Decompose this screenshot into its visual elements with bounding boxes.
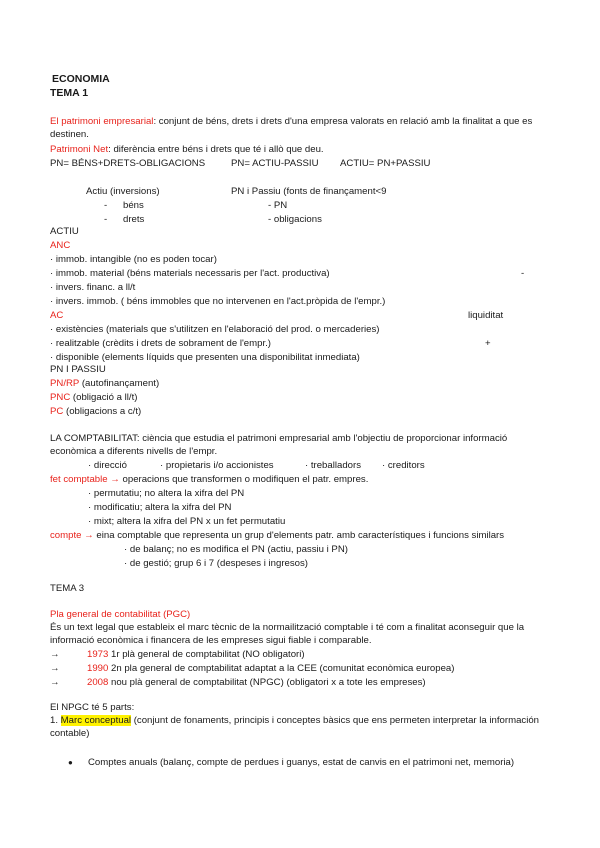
formula-pn: PN= BÉNS+DRETS-OBLIGACIONS xyxy=(50,158,206,169)
timeline-item xyxy=(87,676,426,689)
timeline-year: 2008 xyxy=(87,677,109,688)
list-item: Comptes anuals (balanç, compte de perdues i guanys, estat de canvis en el patrimoni net, memoria) xyxy=(88,757,515,768)
bullet-icon: ● xyxy=(68,758,73,767)
list-item: · disponible (elements líquids que presenten una disponibilitat inmediata) xyxy=(50,352,360,363)
list-item: · existències (materials que s'utilitzen en l'elaboració del prod. o mercaderies) xyxy=(50,324,380,335)
list-item: · de balanç; no es modifica el PN (actiu, passiu i PN) xyxy=(124,544,348,555)
definition-text: eina comptable que representa un grup d'elements patr. amb característiques i funcions similars xyxy=(93,530,505,541)
scale-dash: - xyxy=(521,268,525,279)
term: PC xyxy=(50,406,64,417)
section-heading-actiu: ACTIU xyxy=(50,226,79,237)
list-item: · de gestió; grup 6 i 7 (despeses i ingresos) xyxy=(124,558,308,569)
list-item xyxy=(50,391,137,404)
timeline-year: 1973 xyxy=(87,649,109,660)
list-item: · invers. immob. ( béns immobles que no intervenen en l'act.pròpida de l'empr.) xyxy=(50,296,386,307)
timeline-year: 1990 xyxy=(87,663,109,674)
definition-fet-comptable xyxy=(50,473,368,486)
list-item: drets xyxy=(123,214,145,225)
timeline-item xyxy=(87,662,454,675)
definition-patrimoni-empresarial xyxy=(50,115,550,141)
list-item: · modificatiu; altera la xifra del PN xyxy=(88,502,232,513)
list-item: · direcció xyxy=(88,460,127,471)
term-text: (obligacions a c/t) xyxy=(63,406,142,417)
subheading-anc: ANC xyxy=(50,240,71,251)
list-item xyxy=(50,405,141,418)
part-text: (conjunt de fonaments, principis i conceptes bàsics que ens permeten interpretar la información contable) xyxy=(50,715,540,739)
definition-term: Patrimoni Net xyxy=(50,144,109,155)
paragraph-pgc: És un text legal que estableix el marc tècnic de la normailització comptable i té com a finalitat aconseguir que la informació econòmica i financera de les empreses sigui fiable i comparable. xyxy=(50,622,525,646)
formula-actiu-passiu: PN= ACTIU-PASSIU xyxy=(231,158,319,169)
list-item: · mixt; altera la xifra del PN x un fet permutatiu xyxy=(88,516,286,527)
term: PNC xyxy=(50,392,71,403)
term-text: (obligació a ll/t) xyxy=(70,392,138,403)
formula-actiu: ACTIU= PN+PASSIU xyxy=(340,158,431,169)
scale-plus: + xyxy=(485,338,491,349)
definition-text: : diferència entre béns i drets que té i allò que deu. xyxy=(108,144,324,155)
list-dash: - xyxy=(104,200,108,211)
definition-term: El patrimoni empresarial xyxy=(50,116,154,127)
scale-label-liquiditat: liquiditat xyxy=(468,310,504,321)
npgc-part-1 xyxy=(50,714,546,740)
timeline-item xyxy=(87,648,305,661)
section-heading-tema3: TEMA 3 xyxy=(50,583,85,594)
paragraph-npgc-intro: El NPGC té 5 parts: xyxy=(50,702,135,713)
definition-patrimoni-net xyxy=(50,143,324,156)
column-head-pn-passiu: PN i Passiu (fonts de finançament<9 xyxy=(231,186,387,197)
paragraph-comptabilitat: LA COMPTABILITAT: ciència que estudia el patrimoni empresarial amb l'objectiu de proporcionar informació econòmica a diferents nivells de l'empr. xyxy=(50,433,508,457)
column-head-actiu: Actiu (inversions) xyxy=(86,186,160,197)
list-item: · permutatiu; no altera la xifra del PN xyxy=(88,488,245,499)
list-item xyxy=(50,377,159,390)
part-number: 1. xyxy=(50,715,61,726)
arrow-icon: → xyxy=(50,677,60,688)
list-item: · immob. intangible (no es poden tocar) xyxy=(50,254,217,265)
list-item: · propietaris i/o accionistes xyxy=(160,460,274,471)
list-item: - obligacions xyxy=(268,214,322,225)
subheading-ac: AC xyxy=(50,310,64,321)
timeline-text: 1r plà general de comptabilitat (NO obligatori) xyxy=(108,649,305,660)
list-item: · realitzable (crèdits i drets de sobrament de l'empr.) xyxy=(50,338,271,349)
timeline-text: 2n pla general de comptabilitat adaptat a la CEE (comunitat econòmica europea) xyxy=(108,663,455,674)
timeline-text: nou plà general de comptabilitat (NPGC) (obligatori x a tote les empreses) xyxy=(108,677,426,688)
term-text: (autofinançament) xyxy=(79,378,160,389)
list-item: · treballadors xyxy=(305,460,361,471)
definition-term: fet comptable → xyxy=(50,474,120,485)
highlighted-term: Marc conceptual xyxy=(60,715,132,726)
list-item: - PN xyxy=(268,200,288,211)
definition-text: operacions que transformen o modifiquen el patr. empres. xyxy=(119,474,369,485)
section-heading-tema1: TEMA 1 xyxy=(50,87,89,99)
definition-compte xyxy=(50,529,504,542)
document-title: ECONOMIA xyxy=(52,73,110,85)
list-dash: - xyxy=(104,214,108,225)
list-item: · immob. material (béns materials necessaris per l'act. productiva) xyxy=(50,268,330,279)
list-item: · invers. financ. a ll/t xyxy=(50,282,136,293)
definition-text: : conjunt de béns, drets i drets d'una empresa valorats en relació amb la finalitat a que es destinen. xyxy=(50,116,533,140)
arrow-icon: → xyxy=(50,663,60,674)
list-item: · creditors xyxy=(382,460,425,471)
definition-term: compte → xyxy=(50,530,94,541)
list-item: béns xyxy=(123,200,144,211)
arrow-icon: → xyxy=(50,649,60,660)
section-heading-pgc: Pla general de contabilitat (PGC) xyxy=(50,609,191,620)
term: PN/RP xyxy=(50,378,80,389)
section-heading-pn-passiu: PN I PASSIU xyxy=(50,364,106,375)
